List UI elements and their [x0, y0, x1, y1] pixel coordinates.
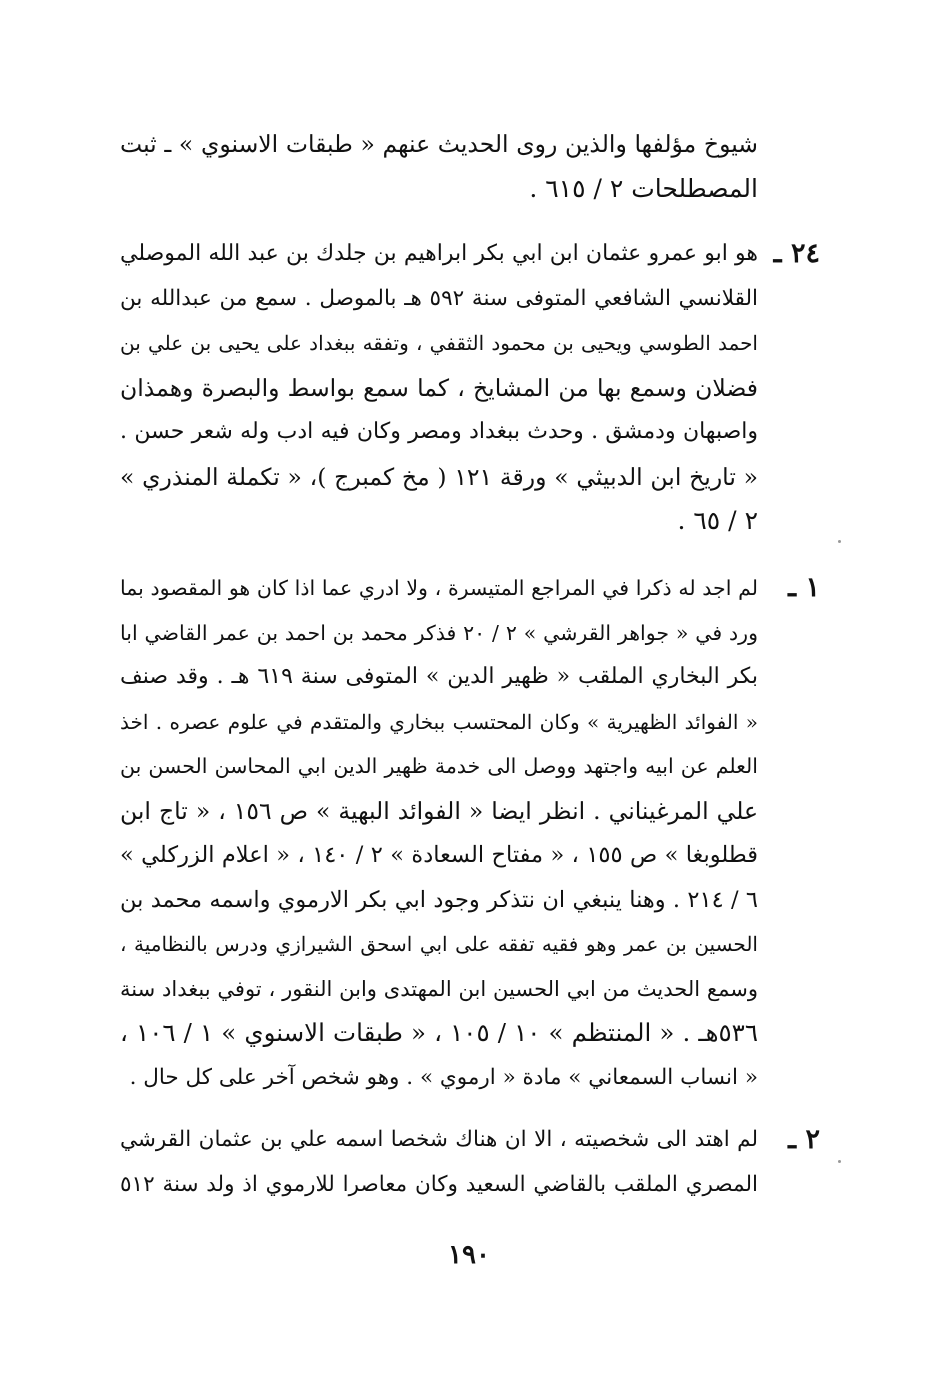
- footnote-number: ٢ ـ: [788, 1124, 820, 1155]
- scan-speck: [838, 1160, 841, 1163]
- note-line: « انساب السمعاني » مادة « ارموي » . وهو شخص آخر على كل حال .: [129, 1064, 758, 1090]
- note-line: « تاريخ ابن الدبيثي » ورقة ١٢١ ( مخ كمبرج )، « تكملة المنذري »: [120, 462, 758, 491]
- note-line: هو ابو عمرو عثمان ابن ابي بكر ابراهيم بن جلدك بن عبد الله الموصلي: [120, 241, 758, 266]
- note-line: ٢ / ٦٥ .: [677, 506, 758, 535]
- note-line: لم اجد له ذكرا في المراجع المتيسرة ، ولا ادري عما اذا كان هو المقصود بما: [120, 576, 758, 600]
- note-line: قطلوبغا » ص ١٥٥ ، « مفتاح السعادة » ٢ / ١٤٠ ، « اعلام الزركلي »: [120, 842, 758, 868]
- note-line: المصطلحات ٢ / ٦١٥ .: [529, 173, 758, 203]
- note-line: القلانسي الشافعي المتوفى سنة ٥٩٢ هـ بالموصل . سمع من عبدالله بن: [120, 285, 758, 311]
- note-line: وسمع الحديث من ابي الحسين ابن المهتدى وابن النقور ، توفي ببغداد سنة: [120, 976, 758, 1001]
- note-line: ٦ / ٢١٤ . وهنا ينبغي ان نتذكر وجود ابي بكر الارموي واسمه محمد بن: [120, 886, 758, 913]
- footnote-number: ١ ـ: [788, 572, 820, 603]
- footnote-2: [120, 1118, 820, 1207]
- footnote-24: [120, 232, 820, 544]
- note-line: بكر البخاري الملقب « ظهير الدين » المتوفى سنة ٦١٩ هـ . وقد صنف: [120, 664, 758, 689]
- page-number: ١٩٠: [448, 1240, 490, 1270]
- scan-speck: [838, 540, 841, 543]
- note-line: « الفوائد الظهيرية » وكان المحتسب ببخاري والمتقدم في علوم عصره . اخذ: [120, 709, 758, 734]
- note-line: العلم عن ابيه واجتهد ووصل الى خدمة ظهير الدين ابي المحاسن الحسن بن: [120, 754, 758, 778]
- footnote-number: ٢٤ ـ: [773, 238, 820, 269]
- note-line: المصري الملقب بالقاضي السعيد وكان معاصرا للارموي اذ ولد سنة ٥١٢: [120, 1171, 758, 1197]
- footnote-1: [120, 566, 820, 1100]
- note-line: احمد الطوسي ويحيى بن محمود الثقفي ، وتفقه ببغداد على يحيى بن علي بن: [120, 331, 758, 355]
- footnote-continuation: [120, 122, 820, 211]
- note-line: واصبهان ودمشق . وحدث ببغداد ومصر وكان فيه ادب وله شعر حسن .: [120, 419, 758, 444]
- note-line: الحسين بن عمر وهو فقيه تفقه على ابي اسحق الشيرازي ودرس بالنظامية ،: [120, 932, 758, 956]
- note-line: فضلان وسمع بها من المشايخ ، كما سمع بواسط والبصرة وهمذان: [120, 373, 758, 402]
- note-line: لم اهتد الى شخصيته ، الا ان هناك شخصا اسمه علي بن عثمان القرشي: [120, 1127, 758, 1152]
- note-line: شيوخ مؤلفها والذين روى الحديث عنهم « طبقات الاسنوي » ـ ثبت: [120, 130, 758, 158]
- note-line: ٥٣٦هـ . « المنتظم » ١٠ / ١٠٥ ، « طبقات الاسنوي » ١ / ١٠٦ ،: [120, 1018, 758, 1047]
- note-line: ورد في « جواهر القرشي » ٢ / ٢٠ فذكر محمد بن احمد بن عمر القاضي ابا: [120, 620, 758, 645]
- note-line: علي المرغيناني . انظر ايضا « الفوائد البهية » ص ١٥٦ ، « تاج ابن: [120, 796, 758, 825]
